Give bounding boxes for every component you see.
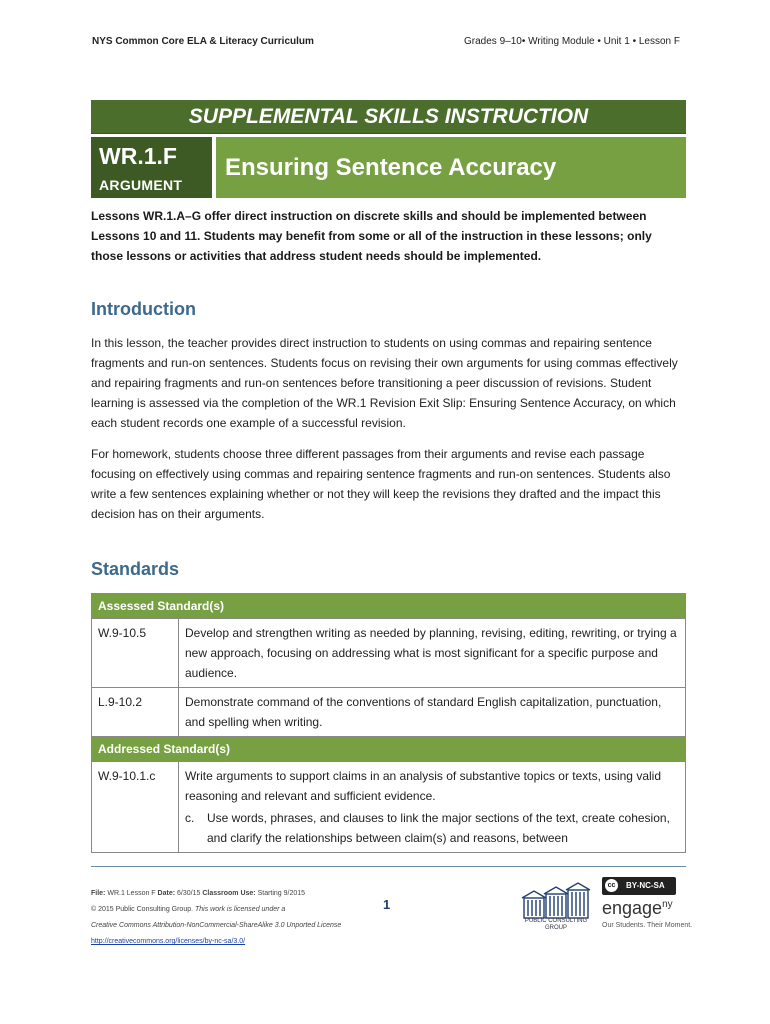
use-label: Classroom Use: [202, 890, 256, 897]
table-row [92, 762, 686, 853]
footer-info [91, 886, 361, 950]
pcg-name: PUBLIC CONSULTING GROUP [524, 918, 588, 931]
engageny-logo [602, 898, 673, 919]
table-row [92, 688, 686, 737]
introduction-paragraph-2: For homework, students choose three different passages from their arguments and revise each passage focusing on effectively using commas and repairing sentence fragments and run-on sentences. Students also write a few sentences explaining whether or not they will keep the revisions they drafted and the impact this decision has on their arguments. [91, 447, 671, 521]
standards-heading: Standards [91, 559, 180, 579]
introduction-paragraph-1: In this lesson, the teacher provides direct instruction to students on using commas and repairing sentence fragments and run-on sentences. Students focus on revising their own arguments for using commas effectively and repairing fragments and run-on sentences before transitioning a peer discussion of revisions. Student learning is assessed via the completion of the WR.1 Revision Exit Slip: Ensuring Sentence Accuracy, on which each student records one example of a successful revision. [91, 336, 678, 430]
copyright: © 2015 Public Consulting Group. [91, 906, 194, 913]
footer-license-line [91, 918, 361, 934]
sub-item-label: c. [185, 811, 195, 825]
footer-divider [91, 866, 686, 867]
file-label: File: [91, 890, 106, 897]
date-label: Date: [157, 890, 176, 897]
footer-copyright-line [91, 902, 361, 918]
standard-sub-item [185, 808, 679, 848]
footer-file-line [91, 886, 361, 902]
standard-text-cell [179, 762, 686, 853]
lesson-category: ARGUMENT [99, 177, 183, 193]
file-value: WR.1 Lesson F [107, 890, 156, 897]
header-lesson-path: Grades 9–10• Writing Module • Unit 1 • Lesson F [464, 36, 680, 47]
introduction-heading: Introduction [91, 299, 196, 319]
sub-item-text: Use words, phrases, and clauses to link the major sections of the text, create cohesion, and clarify the relationships between claim(s) and reasons, between [207, 811, 670, 845]
standard-code: W.9-10.1.c [92, 762, 179, 853]
footer-link-line [91, 934, 361, 950]
standard-text: Write arguments to support claims in an analysis of substantive topics or texts, using valid reasoning and relevant and sufficient evidence. [185, 769, 661, 803]
engage-wordmark: engage [602, 898, 663, 918]
cc-badge-label: BY-NC-SA [626, 881, 665, 890]
standard-text: Develop and strengthen writing as needed by planning, revising, editing, rewriting, or trying a new approach, focusing on addressing what is most significant for a specific purpose and audience. [179, 619, 686, 688]
use-value: Starting 9/2015 [257, 890, 306, 897]
banner-title: SUPPLEMENTAL SKILLS INSTRUCTION [91, 100, 686, 134]
assessed-standards-header: Assessed Standard(s) [92, 594, 686, 619]
lesson-code-box [91, 137, 212, 198]
standard-code: L.9-10.2 [92, 688, 179, 737]
cc-icon: cc [605, 879, 618, 892]
standards-table [91, 593, 686, 853]
header-curriculum-title: NYS Common Core ELA & Literacy Curriculum [92, 36, 314, 47]
implementation-note: Lessons WR.1.A–G offer direct instruction on discrete skills and should be implemented between Lessons 10 and 11. Students may benefit from some or all of the instruction in these lessons; only those lessons or activities that address student needs should be implemented. [91, 209, 652, 263]
license-name: Creative Commons Attribution-NonCommercial-ShareAlike 3.0 Unported License [91, 922, 342, 929]
lesson-title: Ensuring Sentence Accuracy [225, 154, 557, 181]
addressed-standards-header-row [92, 737, 686, 762]
lesson-title-box [216, 137, 686, 198]
engage-ny: ny [662, 899, 673, 910]
standard-text: Demonstrate command of the conventions of standard English capitalization, punctuation, and spelling when writing. [179, 688, 686, 737]
addressed-standards-header: Addressed Standard(s) [92, 737, 686, 762]
standard-code: W.9-10.5 [92, 619, 179, 688]
license-intro: This work is licensed under a [195, 906, 286, 913]
creative-commons-badge [602, 877, 676, 895]
license-link[interactable]: http://creativecommons.org/licenses/by-nc-sa/3.0/ [91, 938, 246, 945]
lesson-code: WR.1.F [99, 143, 177, 169]
engageny-tagline: Our Students. Their Moment. [602, 922, 693, 929]
assessed-standards-header-row [92, 594, 686, 619]
date-value: 6/30/15 [177, 890, 201, 897]
page-number: 1 [383, 897, 391, 912]
table-row [92, 619, 686, 688]
